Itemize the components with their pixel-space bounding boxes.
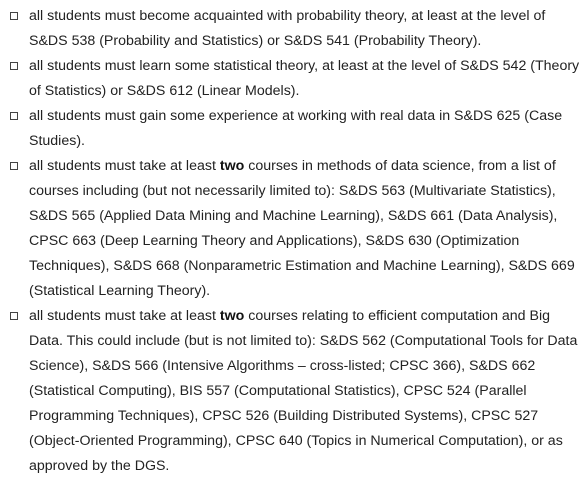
square-bullet-icon xyxy=(10,162,18,170)
requirement-text: all students must learn some statistical theory, at least at the level of S&DS 542 (Theory of Statistics) or S&DS 612 (Linear Models). xyxy=(29,58,580,99)
emphasis-count: two xyxy=(219,158,245,174)
emphasis-count: two xyxy=(219,308,245,324)
requirement-item xyxy=(8,54,581,104)
requirement-item xyxy=(8,154,581,304)
requirement-text: all students must take at least two courses in methods of data science, from a list of courses including (but not necessarily limited to): S&DS 563 (Multivariate Statistics), S&DS 565 (Applied Data Mining and Machine Learning), S&DS 661 (Data Analysis), CPSC 663 (Deep Learning Theory and Applications), S&DS 630 (Optimization Techniques), S&DS 668 (Nonparametric Estimation and Machine Learning), S&DS 669 (Statistical Learning Theory). xyxy=(29,158,575,299)
requirement-text: all students must gain some experience at working with real data in S&DS 625 (Case Studies). xyxy=(29,108,563,149)
requirement-text: all students must take at least two courses relating to efficient computation and Big Data. This could include (but is not limited to): S&DS 562 (Computational Tools for Data Science), S&DS 566 (Intensive Algorithms – cross-listed; CPSC 366), S&DS 662 (Statistical Computing), BIS 557 (Computational Statistics), CPSC 524 (Parallel Programming Techniques), CPSC 526 (Building Distributed Systems), CPSC 527 (Object-Oriented Programming), CPSC 640 (Topics in Numerical Computation), or as approved by the DGS. xyxy=(29,308,578,474)
square-bullet-icon xyxy=(10,312,18,320)
square-bullet-icon xyxy=(10,112,18,120)
square-bullet-icon xyxy=(10,62,18,70)
requirement-item xyxy=(8,4,581,54)
square-bullet-icon xyxy=(10,12,18,20)
requirement-text: all students must become acquainted with probability theory, at least at the level of S&DS 538 (Probability and Statistics) or S&DS 541 (Probability Theory). xyxy=(29,8,546,49)
requirement-item xyxy=(8,104,581,154)
requirement-item xyxy=(8,304,581,479)
